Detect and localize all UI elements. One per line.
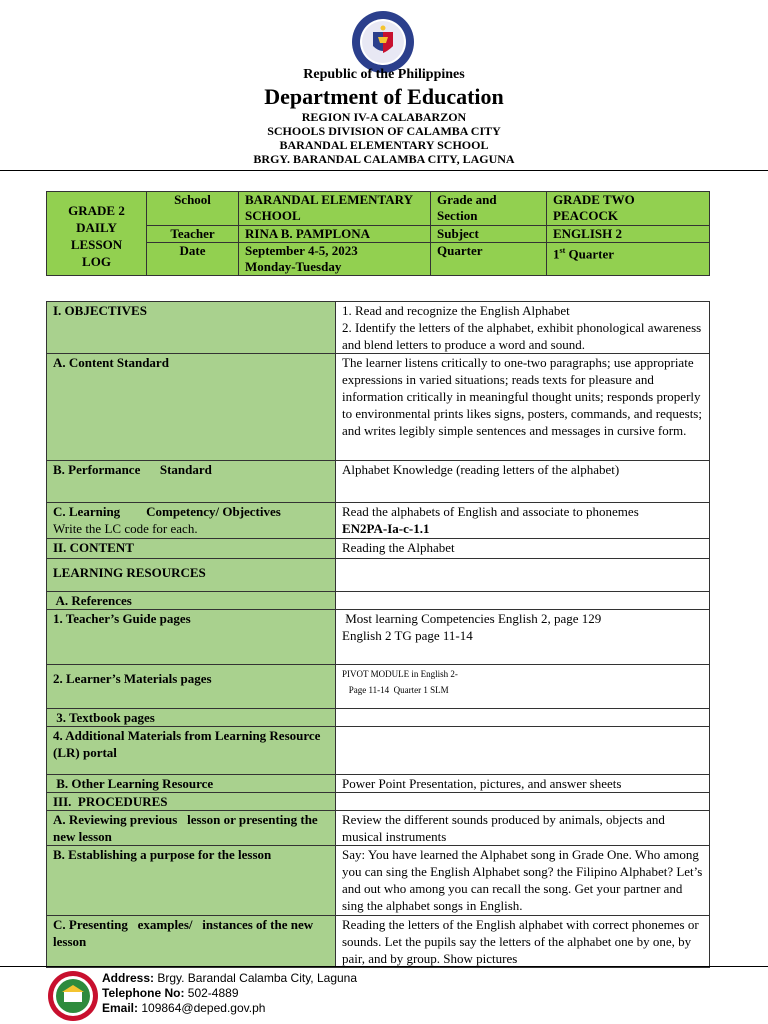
department-title: Department of Education <box>264 84 504 109</box>
competency-label: C. Learning Competency/ Objectives Write the LC code for each. <box>47 503 336 539</box>
grade-section-value: GRADE TWO PEACOCK <box>547 192 710 226</box>
grade-section-label: Grade and Section <box>431 192 547 226</box>
learners-materials-label: 2. Learner’s Materials pages <box>47 665 336 709</box>
references-value <box>336 592 710 610</box>
date-value: September 4-5, 2023 Monday-Tuesday <box>239 243 431 276</box>
school-value: BARANDAL ELEMENTARY SCHOOL <box>239 192 431 226</box>
footer-divider <box>0 966 768 967</box>
footer-email: Email: 109864@deped.gov.ph <box>102 1001 266 1015</box>
performance-standard-label: B. Performance Standard <box>47 461 336 503</box>
procedures-value <box>336 793 710 811</box>
quarter-value: 1st Quarter <box>547 243 710 276</box>
teacher-label: Teacher <box>147 226 239 243</box>
procedures-label: III. PROCEDURES <box>47 793 336 811</box>
other-resource-label: B. Other Learning Resource <box>47 775 336 793</box>
division-line: SCHOOLS DIVISION OF CALAMBA CITY <box>267 124 501 138</box>
textbook-label: 3. Textbook pages <box>47 709 336 727</box>
deped-seal-logo <box>351 10 415 74</box>
address-line: BRGY. BARANDAL CALAMBA CITY, LAGUNA <box>253 152 515 166</box>
content-standard-value: The learner listens critically to one-two paragraphs; use appropriate expressions in varied situations; reads texts for pleasure and information critically in meaningful thought units; responds properly to environmental prints likes signs, posters, commands, and requests; and writes legibly simple sentences and messages in cursive form. <box>336 354 710 461</box>
lc-code: EN2PA-Ia-c-1.1 <box>342 521 430 536</box>
presenting-value: Reading the letters of the English alphabet with correct phonemes or sounds. Let the pupils say the letters of the alphabet one by one, by pair, and by group. Show pictures <box>336 916 710 968</box>
performance-standard-value: Alphabet Knowledge (reading letters of the alphabet) <box>336 461 710 503</box>
purpose-label: B. Establishing a purpose for the lesson <box>47 846 336 916</box>
objectives-value: 1. Read and recognize the English Alphabet 2. Identify the letters of the alphabet, exhibit phonological awareness and blend letters to produce a word and sound. <box>336 302 710 354</box>
additional-materials-label: 4. Additional Materials from Learning Resource (LR) portal <box>47 727 336 775</box>
references-label: A. References <box>47 592 336 610</box>
teacher-value: RINA B. PAMPLONA <box>239 226 431 243</box>
learning-resources-label: LEARNING RESOURCES <box>47 559 336 592</box>
content-value: Reading the Alphabet <box>336 539 710 559</box>
footer-telephone: Telephone No: 502-4889 <box>102 986 239 1000</box>
lesson-plan-table <box>46 301 710 968</box>
footer-address: Address: Brgy. Barandal Calamba City, Laguna <box>102 971 358 985</box>
footer-contact <box>102 971 357 1016</box>
review-label: A. Reviewing previous lesson or presenting the new lesson <box>47 811 336 846</box>
teachers-guide-value: Most learning Competencies English 2, page 129 English 2 TG page 11-14 <box>336 610 710 665</box>
school-label: School <box>147 192 239 226</box>
presenting-label: C. Presenting examples/ instances of the new lesson <box>47 916 336 968</box>
learners-materials-value: PIVOT MODULE in English 2- Page 11-14 Quarter 1 SLM <box>336 665 710 709</box>
region-line: REGION IV-A CALABARZON <box>301 110 467 124</box>
lesson-info-table <box>46 191 710 276</box>
review-value: Review the different sounds produced by animals, objects and musical instruments <box>336 811 710 846</box>
subject-label: Subject <box>431 226 547 243</box>
content-label: II. CONTENT <box>47 539 336 559</box>
other-resource-value: Power Point Presentation, pictures, and answer sheets <box>336 775 710 793</box>
competency-value: Read the alphabets of English and associate to phonemes EN2PA-Ia-c-1.1 <box>336 503 710 539</box>
school-line: BARANDAL ELEMENTARY SCHOOL <box>279 138 489 152</box>
log-title: GRADE 2 DAILY LESSON LOG <box>47 192 147 276</box>
republic-line: Republic of the Philippines <box>303 67 465 82</box>
textbook-value <box>336 709 710 727</box>
objectives-label: I. OBJECTIVES <box>47 302 336 354</box>
header-divider <box>0 170 768 171</box>
subject-value: ENGLISH 2 <box>547 226 710 243</box>
content-standard-label: A. Content Standard <box>47 354 336 461</box>
learning-resources-value <box>336 559 710 592</box>
additional-materials-value <box>336 727 710 775</box>
school-logo <box>47 970 99 1022</box>
teachers-guide-label: 1. Teacher’s Guide pages <box>47 610 336 665</box>
quarter-label: Quarter <box>431 243 547 276</box>
purpose-value: Say: You have learned the Alphabet song in Grade One. Who among you can sing the English Alphabet song? the Filipino Alphabet? Let’s and out who among you can recall the song. Get your partner and sing the alphabet songs in English. <box>336 846 710 916</box>
date-label: Date <box>147 243 239 276</box>
